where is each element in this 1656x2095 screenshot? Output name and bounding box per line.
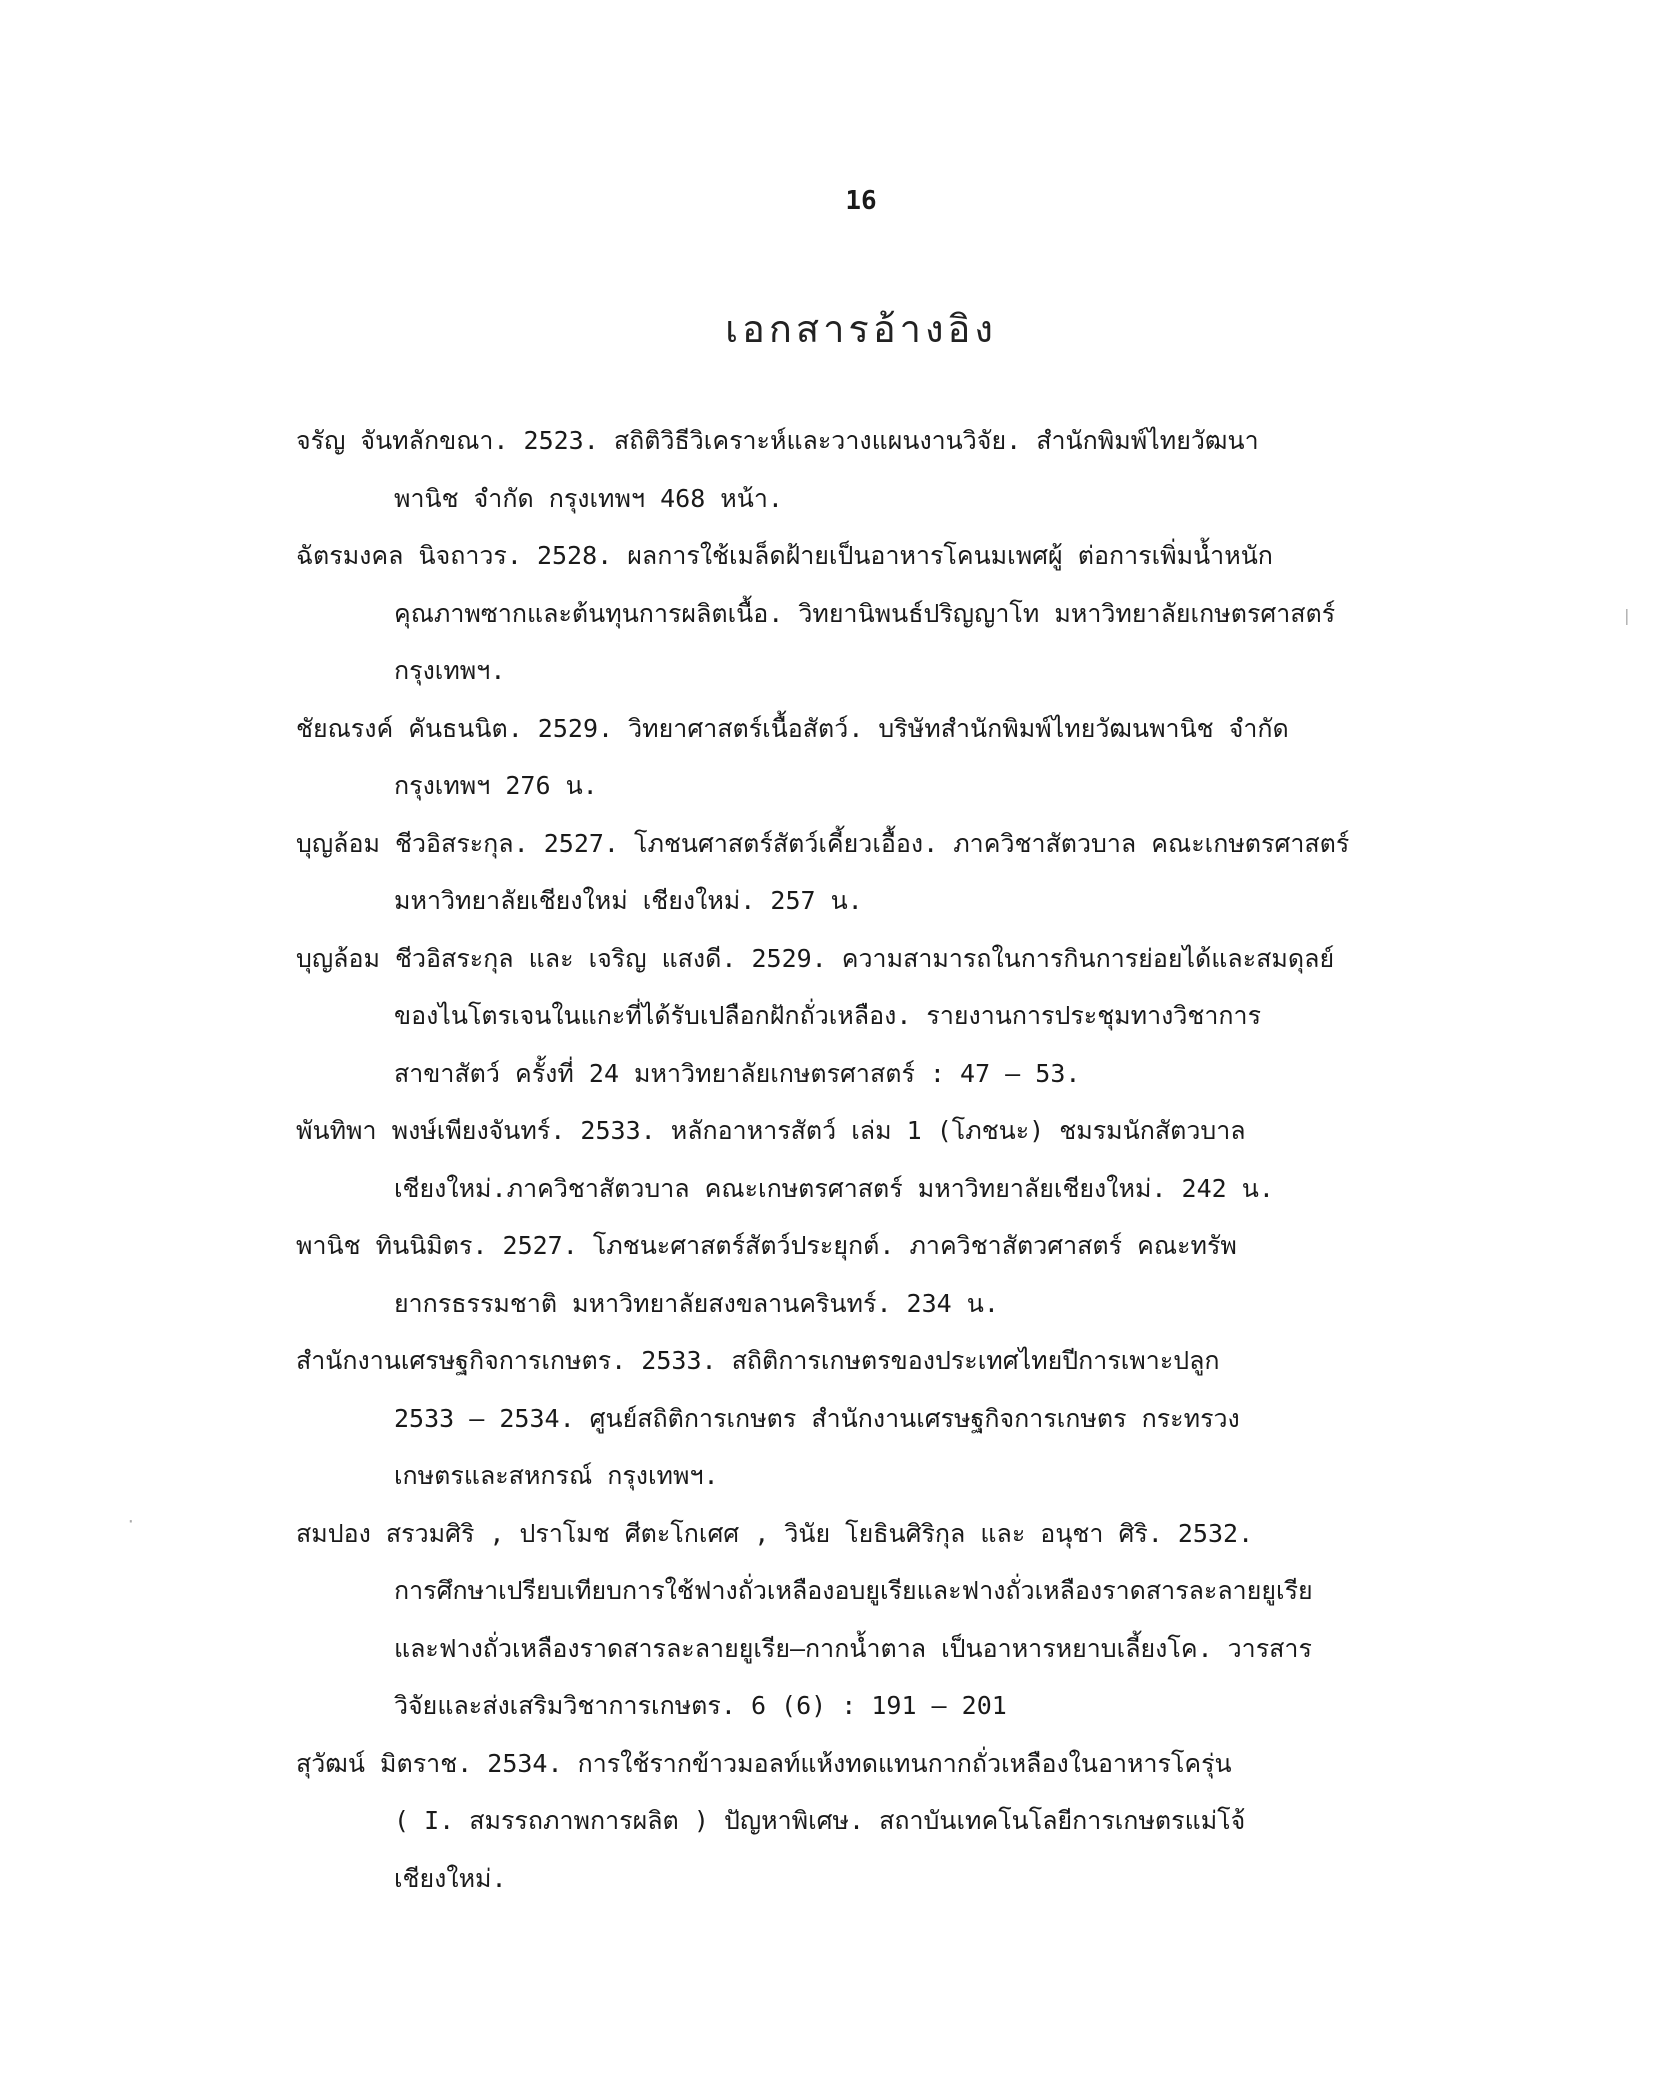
reference-list: [296, 412, 1496, 1907]
reference-entry: [296, 930, 1496, 1103]
page-title: เอกสารอ้างอิง: [725, 307, 997, 351]
reference-continuation-line: วิจัยและส่งเสริมวิชาการเกษตร. 6 (6) : 191 – 201: [394, 1691, 1007, 1720]
reference-first-line: พันทิพา พงษ์เพียงจันทร์. 2533. หลักอาหารสัตว์ เล่ม 1 (โภชนะ) ชมรมนักสัตวบาล: [296, 1116, 1246, 1145]
reference-continuation-line: สาขาสัตว์ ครั้งที่ 24 มหาวิทยาลัยเกษตรศาสตร์ : 47 – 53.: [394, 1058, 1081, 1088]
scan-mark: ·: [126, 1512, 136, 1531]
reference-entry: [296, 700, 1496, 815]
reference-first-line: บุญล้อม ชีวอิสระกุล. 2527. โภชนศาสตร์สัตว์เคี้ยวเอื้อง. ภาควิชาสัตวบาล คณะเกษตรศาสตร์: [296, 828, 1350, 858]
reference-first-line: สำนักงานเศรษฐกิจการเกษตร. 2533. สถิติการเกษตรของประเทศไทยปีการเพาะปลูก: [296, 1346, 1220, 1375]
reference-entry: [296, 1505, 1496, 1735]
reference-continuation-line: ของไนโตรเจนในแกะที่ได้รับเปลือกฝักถั่วเหลือง. รายงานการประชุมทางวิชาการ: [394, 1001, 1262, 1030]
scan-mark: |: [1622, 606, 1632, 625]
reference-continuation-line: ( I. สมรรถภาพการผลิต ) ปัญหาพิเศษ. สถาบันเทคโนโลยีการเกษตรแม่โจ้: [394, 1806, 1246, 1835]
reference-first-line: ฉัตรมงคล นิจถาวร. 2528. ผลการใช้เมล็ดฝ้ายเป็นอาหารโคนมเพศผู้ ต่อการเพิ่มน้ำหนัก: [296, 541, 1273, 570]
reference-entry: [296, 1217, 1496, 1332]
reference-continuation-line: ยากรธรรมชาติ มหาวิทยาลัยสงขลานครินทร์. 234 น.: [394, 1288, 999, 1318]
reference-entry: [296, 815, 1496, 930]
reference-continuation-line: คุณภาพซากและต้นทุนการผลิตเนื้อ. วิทยานิพนธ์ปริญญาโท มหาวิทยาลัยเกษตรศาสตร์: [394, 598, 1336, 628]
reference-entry: [296, 412, 1496, 527]
reference-continuation-line: กรุงเทพฯ.: [394, 656, 506, 685]
reference-first-line: ชัยณรงค์ คันธนนิต. 2529. วิทยาศาสตร์เนื้อสัตว์. บริษัทสำนักพิมพ์ไทยวัฒนพานิช จำกัด: [296, 713, 1289, 743]
reference-entry: [296, 1102, 1496, 1217]
reference-continuation-line: กรุงเทพฯ 276 น.: [394, 771, 598, 800]
reference-continuation-line: เชียงใหม่.ภาควิชาสัตวบาล คณะเกษตรศาสตร์ มหาวิทยาลัยเชียงใหม่. 242 น.: [394, 1173, 1274, 1203]
reference-continuation-line: เกษตรและสหกรณ์ กรุงเทพฯ.: [394, 1461, 719, 1490]
reference-entry: [296, 1735, 1496, 1908]
reference-first-line: พานิช ทินนิมิตร. 2527. โภชนะศาสตร์สัตว์ประยุกต์. ภาควิชาสัตวศาสตร์ คณะทรัพ: [296, 1231, 1237, 1260]
reference-continuation-line: การศึกษาเปรียบเทียบการใช้ฟางถั่วเหลืองอบยูเรียและฟางถั่วเหลืองราดสารละลายยูเรีย: [394, 1576, 1313, 1605]
reference-continuation-line: มหาวิทยาลัยเชียงใหม่ เชียงใหม่. 257 น.: [394, 886, 863, 915]
reference-first-line: สุวัฒน์ มิตราช. 2534. การใช้รากข้าวมอลท์แห้งทดแทนกากถั่วเหลืองในอาหารโครุ่น: [296, 1748, 1232, 1778]
reference-entry: [296, 527, 1496, 700]
reference-continuation-line: พานิช จำกัด กรุงเทพฯ 468 หน้า.: [394, 483, 783, 513]
reference-entry: [296, 1332, 1496, 1505]
reference-continuation-line: เชียงใหม่.: [394, 1863, 507, 1893]
reference-first-line: บุญล้อม ชีวอิสระกุล และ เจริญ แสงดี. 2529. ความสามารถในการกินการย่อยได้และสมดุลย์: [296, 943, 1335, 973]
reference-continuation-line: 2533 – 2534. ศูนย์สถิติการเกษตร สำนักงานเศรษฐกิจการเกษตร กระทรวง: [394, 1403, 1240, 1433]
page-number: 16: [845, 186, 877, 216]
reference-first-line: จรัญ จันทลักขณา. 2523. สถิติวิธีวิเคราะห์และวางแผนงานวิจัย. สำนักพิมพ์ไทยวัฒนา: [296, 426, 1259, 455]
reference-first-line: สมปอง สรวมศิริ , ปราโมช ศีตะโกเศศ , วินัย โยธินศิริกุล และ อนุชา ศิริ. 2532.: [296, 1518, 1254, 1548]
reference-continuation-line: และฟางถั่วเหลืองราดสารละลายยูเรีย–กากน้ำตาล เป็นอาหารหยาบเลี้ยงโค. วารสาร: [394, 1633, 1312, 1663]
